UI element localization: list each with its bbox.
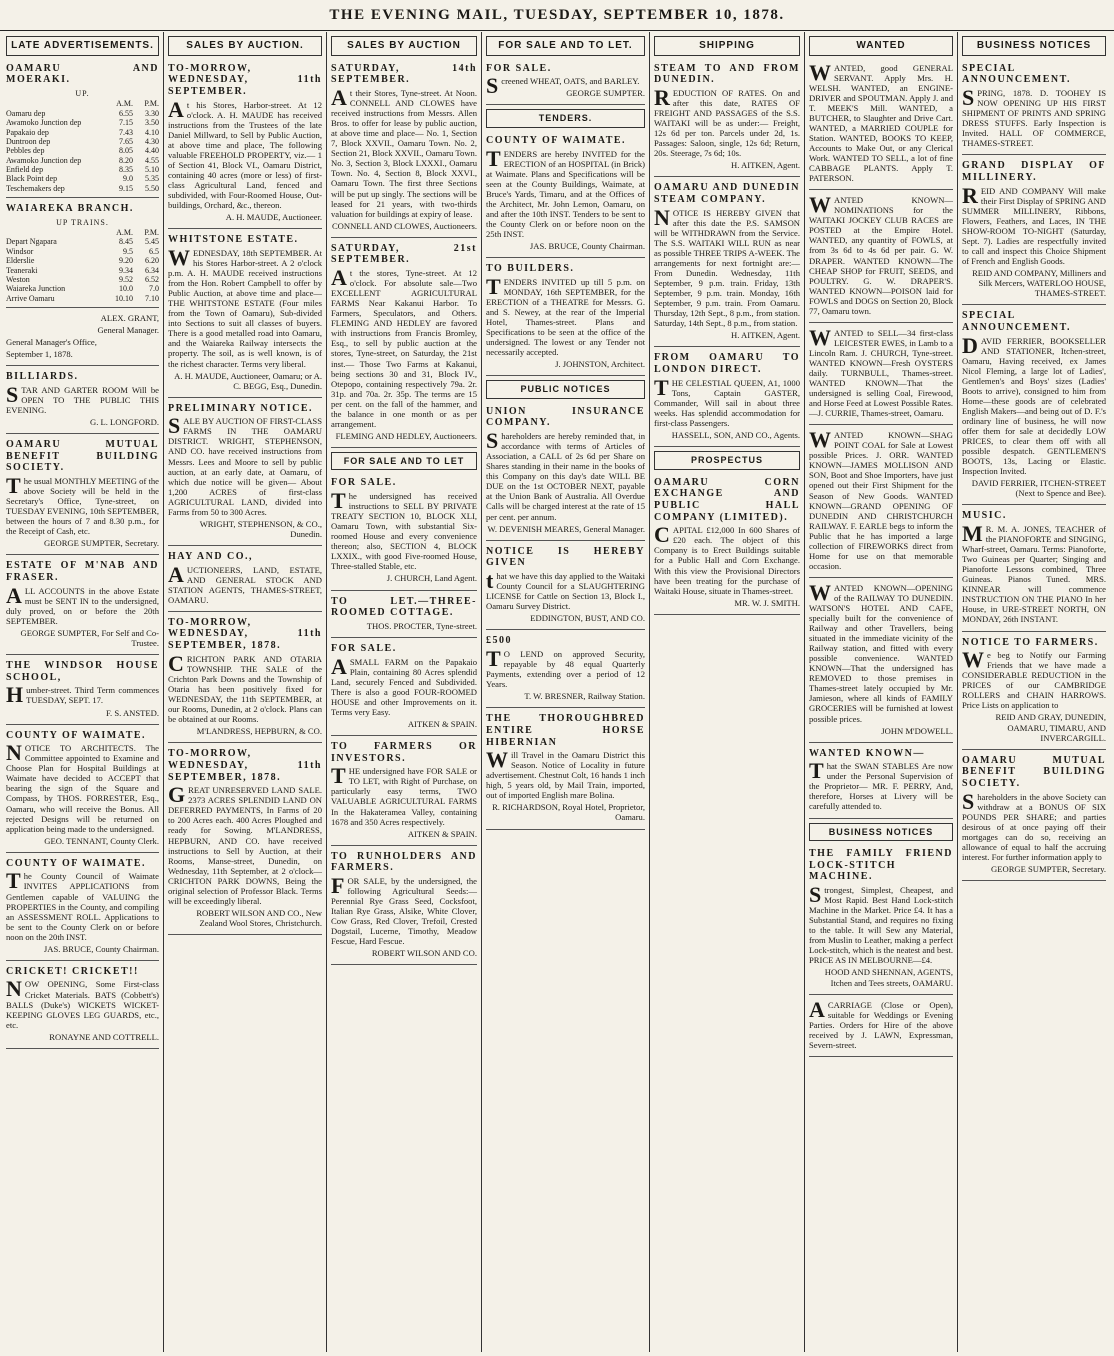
ad-body: SALE BY AUCTION OF FIRST-CLASS FARMS IN THE OAMARU DISTRICT. WRIGHT, STEPHENSON, AND CO. have received instructions from Messrs. Lees and Moore to sell by public auction, at an early date, at Oamaru, of which due notice will be given— About 1,200 ACRES of first-class AGRICULTURAL LAND, divided into Farms from 50 to 300 Acres. [168, 413, 322, 517]
ad-title: CRICKET! CRICKET!! [6, 965, 139, 977]
section-header: BUSINESS NOTICES [809, 823, 953, 842]
timetable-time: 10.10 [115, 293, 133, 303]
timetable-station: Papakaio dep [6, 127, 49, 137]
ad-body: REID AND COMPANY Will make their First Display of SPRING AND SUMMER MILLINERY, Ribbons, Flowers, Feathers, and Laces, IN THE SHOW-ROOM TO-NIGHT (Saturday, Sept. 7). Ladies are respectfully invited to call and inspect this Choice Shipment of French and English Goods. [962, 182, 1106, 267]
ad-signature: J. JOHNSTON, Architect. [555, 359, 645, 370]
ad-body: NOTICE TO ARCHITECTS. The Committee appointed to Examine and Choose Plan for Hospital Buildings at Waimate have decided to ACCEPT that bearing the sign of the Square and Compass, by THOS. FORRESTER, Esq., Oamaru, who will receive the Bonus. All rejected Designs will be returned on application being made to the undersigned. [6, 740, 159, 834]
advertisement [809, 192, 953, 323]
ad-signature: W. DEVENISH MEARES, General Manager. [487, 523, 645, 534]
ad-body: ALL ACCOUNTS in the above Estate must be SENT IN to the undersigned, duly proved, on or before the 20th SEPTEMBER. [6, 582, 159, 626]
timetable-station: Awamoko Junction dep [6, 155, 82, 165]
ad-body: NOW OPENING, Some First-class Cricket Materials. BATS (Cobbett's) BALLS (Duke's) WICKETS WICKET-KEEPING GLOVES LEG GUARDS, etc., etc. [6, 976, 159, 1030]
ad-signature: H. AITKEN, Agent. [731, 160, 800, 171]
timetable-row [6, 256, 159, 265]
column-header: BUSINESS NOTICES [962, 36, 1106, 56]
ad-body: STAR AND GARTER ROOM Will be OPEN TO THE PUBLIC THIS EVENING. [6, 381, 159, 415]
ad-body: That the SWAN STABLES Are now under the Personal Supervision of the Proprietor— MR. F. PERRY, And, therefore, Horses at Livery will be carefully attended to. [809, 758, 953, 812]
section-header: TENDERS. [486, 109, 645, 128]
ad-body: TENDERS are hereby INVITED for the ERECTION of an HOSPITAL (in Brick) at Waimate. Plans and Specifications will be seen at the County Buildings, Waimate, at Bruce's Yards, Timaru, and at the Offices of the Architect, Mr. John Lemon, Oamaru, on and after the 10th INST. Tenders to be sent to the County Clerk on or before noon on the 25th INST. [486, 145, 645, 240]
ad-body: Shareholders in the above Society can withdraw at a BONUS OF SIX POUNDS PER SHARE; and parties desirous of at once paying off their mortgages can do so, receiving an allowance of equal to half the accruing interest. For further information apply to [962, 788, 1106, 862]
notice-line: General Manager's Office, [6, 337, 97, 348]
ad-title: SATURDAY, 14th SEPTEMBER. [331, 62, 477, 86]
timetable-time: 6.5 [149, 246, 159, 256]
ad-signature: GEORGE SUMPTER, Secretary. [991, 864, 1106, 875]
ad-title: STEAM TO AND FROM DUNEDIN. [654, 62, 800, 86]
timetable-col-header: A.M. [116, 99, 133, 109]
ad-title: THE WINDSOR HOUSE SCHOOL, [6, 660, 159, 683]
ad-signature: FLEMING AND HEDLEY, Auctioneers. [335, 430, 477, 441]
timetable-station: Duntroon dep [6, 136, 51, 146]
ad-signature: AITKEN & SPAIN. [407, 718, 477, 729]
ad-body: WEDNESDAY, 18th SEPTEMBER. At his Stores Harbor-street. A 2 o'clock p.m. A. H. MAUDE received instructions from the Hon. Robert Campbell to offer by Public Auction, at above time and place— THE WHITSTONE ESTATE (Four miles from the Town of Oamaru), Sub-divided into Sections to suit all classes of buyers. There is a good metalled road into Oamaru, and the Waiareka Railway intersects the property. The soil, as is well known, is of the richest character. Terms very liberal. [168, 245, 322, 369]
ad-title: NOTICE IS HEREBY GIVEN [486, 545, 645, 569]
advertisement [168, 400, 322, 546]
ad-body: FOR SALE, by the undersigned, the following Agricultural Seeds:— Perennial Rye Grass Seed, Cocksfoot, Italian Rye Grass, Alsike, White Clover, Cow Grass, Red Clover, Trefoil, Crested Dogstail, Lucerne, Timothy, Meadow Fescue, Hard Fescue. [331, 873, 477, 947]
ad-title: HAY AND CO., [168, 550, 254, 562]
ad-body: THE CELESTIAL QUEEN, A1, 1000 Tons, Captain GASTER, Commander, Will sail in about three weeks. Has splendid accommodation for first-class Passengers. [654, 374, 800, 428]
ad-title: OAMARU AND DUNEDIN STEAM COMPANY. [654, 182, 800, 206]
ad-body: MR. M. A. JONES, TEACHER of the PIANOFORTE and SINGING, Wharf-street, Oamaru. Terms: Pianoforte, Two Guineas per Quarter; Singing and Pianoforte Lessons combined, Three Guineas. Pianos Tuned. MRS. KINNEAR will commence INSTRUCTION ON THE PIANO In her House, in URE-STREET NORTH, ON MONDAY, 26th INSTANT. [962, 521, 1106, 625]
notice-line: September 1, 1878. [6, 349, 73, 360]
timetable-time: 5.35 [145, 174, 159, 184]
timetable-time: 9.20 [119, 256, 133, 266]
ad-signature: H. AITKEN, Agent. [731, 330, 800, 341]
advertisement [6, 310, 159, 366]
ad-title: COUNTY OF WAIMATE. [6, 729, 147, 741]
section-header: FOR SALE AND TO LET [331, 452, 477, 471]
timetable-time: 8.05 [119, 146, 133, 156]
ad-signature: GEO. TENNANT, County Clerk. [44, 835, 159, 846]
timetable-title: OAMARU AND MOERAKI. [6, 62, 159, 86]
ad-signature: A. H. MAUDE, Auctioneer. [225, 212, 322, 223]
timetable-time: 6.55 [119, 108, 133, 118]
timetable-station: Oamaru dep [6, 108, 46, 118]
ad-body: Humber-street. Third Term commences TUESDAY, SEPT. 17. [6, 682, 159, 708]
ad-title: FOR SALE. [331, 642, 397, 654]
column-header: SALES BY AUCTION. [168, 36, 322, 56]
timetable-station: Arrive Oamaru [6, 293, 55, 303]
timetable-row [6, 247, 159, 256]
ad-title: PRELIMINARY NOTICE. [168, 402, 314, 414]
timetable-time: 4.40 [145, 146, 159, 156]
ad-body: Screened WHEAT, OATS, and BARLEY. [486, 73, 640, 99]
timetable-row [6, 266, 159, 275]
advertisement [6, 368, 159, 434]
timetable-time: 7.65 [119, 136, 133, 146]
advertisement [168, 231, 322, 397]
ad-body: NOTICE IS HEREBY GIVEN that after this date the P.S. SAMSON will be WITHDRAWN from the Service. The S.S. WAITAKI WILL RUN as near as possible THREE TRIPS A-WEEK. The arrangements for next fortnight are:— From Dunedin. Wednesday, 11th September, 9 p.m. train. Friday, 13th September, 9 p.m. train. Monday, 16th September, 9 p.m. train. From Oamaru. Thursday, 12th Sept., 8 p.m., from station. Saturday, 14th Sept., 8 p.m., from station. [654, 204, 800, 329]
column-1 [2, 32, 164, 1352]
timetable-row [6, 118, 159, 127]
ad-body: that we have this day applied to the Waitaki County Council for a SLAUGHTERING LICENSE for Cattle on Section 13, Block I., Oamaru Survey District. [486, 567, 645, 612]
ad-title: THE FAMILY FRIEND LOCK-STITCH MACHINE. [809, 848, 953, 883]
advertisement [331, 848, 477, 966]
timetable-time: 4.10 [145, 127, 159, 137]
timetable-time: 3.30 [145, 108, 159, 118]
ad-title: TO-MORROW, WEDNESDAY, 11th SEPTEMBER. [168, 62, 322, 98]
advertisement [331, 240, 477, 448]
timetable-time: 3.50 [145, 118, 159, 128]
timetable-station: Black Point dep [6, 174, 58, 184]
ad-signature: GEORGE SUMPTER, Secretary. [44, 538, 159, 549]
timetable-col-header: P.M. [144, 99, 159, 109]
ad-signature: F. S. ANSTED. [105, 707, 159, 718]
ad-title: OAMARU MUTUAL BENEFIT BUILDING SOCIETY. [6, 439, 159, 474]
ad-body: CAPITAL £12,000 In 600 Shares of £20 each. The object of this Company is to Erect Buildings suitable for a Public Hall and Corn Exchange. With this view the Provisional Directors have been treating for the purchase of Waitaki House, situate in Thames-street. [654, 522, 800, 596]
ad-body: DAVID FERRIER, BOOKSELLER AND STATIONER, Itchen-street, Oamaru, Having received, ex James Nicol Fleming, a large lot of Ladies', Gentlemen's and Boys' sizes (Ladies' Boots to arrive), consigned to him from Home—these goods are of celebrated English Makers—and being out of D. F.'s ordinary line of business, he will now offer them for sale at decidedly LOW PRICES, to clear them off with all possible despatch. GENTLEMEN'S BOOTS, 13s, Lacing or Elastic. Inspection Invited. [962, 332, 1106, 477]
advertisement [486, 632, 645, 708]
ad-title: MUSIC. [962, 510, 1007, 522]
ad-signature: HOOD AND SHENNAN, AGENTS, Itchen and Tees streets, OAMARU. [824, 967, 953, 988]
advertisement [6, 557, 159, 655]
advertisement [486, 60, 645, 106]
ad-title: NOTICE TO FARMERS. [962, 636, 1099, 648]
ad-body: Shareholders are hereby reminded that, in accordance with terms of Articles of Association, a CALL of 2s 6d per Share on Shares standing in their name in the books of this Company on this day's date WILL BE DUE on the 1st OCTOBER NEXT, payable at the Union Bank of Australia. All Overdue Calls will be charged interest at the rate of 15 per cent. per annum. [486, 428, 645, 522]
ad-body: ASMALL FARM on the Papakaio Plain, containing 80 Acres splendid Land, securely Fenced and Subdivided. There is also a good FOUR-ROOMED HOUSE and other Improvements on it. Terms very Easy. [331, 653, 477, 717]
ad-title: COUNTY OF WAIMATE. [6, 857, 147, 869]
timetable-row [6, 137, 159, 146]
advertisement [168, 614, 322, 743]
timetable-direction: UP TRAINS. [56, 217, 109, 227]
timetable-time: 8.45 [119, 237, 133, 247]
advertisement [809, 427, 953, 578]
timetable-station: Weston [6, 274, 30, 284]
advertisement [6, 436, 159, 555]
ad-signature: REID AND COMPANY, Milliners and Silk Mercers, WATERLOO HOUSE, THAMES-STREET. [972, 268, 1106, 299]
timetable-row [6, 237, 159, 246]
ad-title: TO FARMERS OR INVESTORS. [331, 740, 477, 764]
ad-body: REDUCTION OF RATES. On and after this date, RATES OF FREIGHT AND PASSAGES of the S.S. WAITAKI will be as under:— Freight, 12s 6d per ton. Parcels under 2d, 1s. Passages: Saloon, single, 12s 6d; Return, 20s. Steerage, 7s 6d; 10s. [654, 85, 800, 159]
advertisement [486, 710, 645, 829]
timetable-time: 9.15 [119, 183, 133, 193]
ad-title: SATURDAY, 21st SEPTEMBER. [331, 242, 477, 266]
ad-body: TO LEND on approved Security, repayable by 48 equal Quarterly Payments, extending over a period of 12 Years. [486, 645, 645, 690]
ad-body: Will Travel in the Oamaru District this Season. Notice of Locality in future advertisement. Chestnut Colt, 16 hands 1 inch high, 5 years old, by Mail Train, imported, out of imported English mare Bolina. [486, 747, 645, 801]
ad-title: ESTATE OF M'NAB AND FRASER. [6, 560, 159, 584]
timetable-row [6, 165, 159, 174]
timetable-station: Elderslie [6, 256, 35, 266]
timetable-time: 4.55 [145, 155, 159, 165]
ad-title: TO-MORROW, WEDNESDAY, 11th SEPTEMBER, 1878. [168, 748, 322, 783]
column-header: SHIPPING [654, 36, 800, 56]
ad-signature: WRIGHT, STEPHENSON, & CO., Dunedin. [199, 518, 322, 539]
timetable-table [6, 99, 159, 193]
advertisement [654, 349, 800, 447]
timetable [6, 200, 159, 308]
advertisement [331, 60, 477, 238]
timetable-row [6, 275, 159, 284]
ad-title: SPECIAL ANNOUNCEMENT. [962, 62, 1072, 86]
timetable-time: 7.43 [119, 127, 133, 137]
timetable-station: Awamoko Junction dep [6, 118, 82, 128]
advertisement [962, 307, 1106, 505]
ad-body: At the stores, Tyne-street. At 12 o'clock. For absolute sale—Two EXCELLENT AGRICULTURAL FARMS Near Kakanui Harbor. To Farmers, Speculators, and Others. FLEMING AND HEDLEY are favored with instructions from Francis Bromley, Esq., to sell by public auction at the stores, Tyne-street, on Saturday, the 21st inst.— Those Two Farms at Kakanui, being sections 30 and 31, Block IV., Otepopo, containing respectively 79a. 2r. 31p. and 70a. 2r. 35p. The terms are 15 per cent. on the fall of the hammer, and the balance in one month or as per arrangement. [331, 265, 477, 429]
ad-body: AUCTIONEERS, LAND, ESTATE, AND GENERAL STOCK AND STATION AGENTS, THAMES-STREET, OAMARU. [168, 561, 322, 605]
advertisement [809, 997, 953, 1057]
advertisement [331, 593, 477, 638]
column-header: LATE ADVERTISEMENTS. [6, 36, 159, 56]
ad-signature: GEORGE SUMPTER, For Self and Co-Trustee. [20, 627, 159, 648]
advertisement [809, 60, 953, 191]
ad-title: FROM OAMARU TO LONDON DIRECT. [654, 352, 800, 376]
ad-body: At their Stores, Tyne-street. At Noon. CONNELL AND CLOWES have received instructions from Messrs. Allen Bros. to offer for lease by public auction, at above time and place— No. 1, Section 7, Block XXVII., Oamaru Town. No. 2, Section 21, Block XXVII., Oamaru Town. No. 3, Section 3, Block LXXXI., Oamaru Town. No. 4, Section 8, Block XXVI., Oamaru Town. The first three Sections will be put up singly. The sections will be leased for 21 years, with two-thirds valuation for buildings at expiry of lease. [331, 85, 477, 219]
ad-body: SPRING, 1878. D. TOOHEY IS NOW OPENING UP HIS FIRST SHIPMENT OF PRINTS AND SPRING DRESS STUFFS. Early Inspection is Invited. HALL OF COMMERCE, THAMES-STREET. [962, 85, 1106, 149]
ad-body: GREAT UNRESERVED LAND SALE. 2373 ACRES SPLENDID LAND ON DEFERRED PAYMENTS, In Farms of 20 to 200 Acres each. 400 Acres Ploughed and ready for Sowing. M'LANDRESS, HEPBURN, AND CO. have received instructions to Sell by Auction, at their Rooms, Manse-street, Dunedin, on Wednesday, 11th September, at 2 o'clock— CRICHTON PARK DOWNS, Being the original selection of Professor Black. Terms will be exceedingly liberal. [168, 782, 322, 906]
timetable-station: Enfield dep [6, 164, 44, 174]
timetable-time: 6.20 [145, 256, 159, 266]
column-2 [164, 32, 327, 1352]
ad-signature: JOHN M'DOWELL. [881, 725, 953, 736]
timetable-time: 7.15 [119, 118, 133, 128]
ad-body: The usual MONTHLY MEETING of the above Society will be held in the Secretary's Office, Tyne-street, on TUESDAY EVENING, 10th SEPTEMBER, between the hours of 7 and 8.30 p.m., for the Receipt of Cash, etc. [6, 473, 159, 537]
ad-signature: JAS. BRUCE, County Chairman. [529, 241, 645, 252]
advertisement [6, 855, 159, 961]
column-4 [482, 32, 650, 1352]
column-header: WANTED [809, 36, 953, 56]
advertisement [809, 325, 953, 425]
ad-body: WANTED KNOWN—NOMINATIONS for the WAITAKI JOCKEY CLUB RACES are POSTED at the Empire Hotel. WANTED, any quantity of FOWLS, at from 3s 6d to 4s 6d per pair. G. W. DRAPER. WANTED KNOWN—The CHEAP SHOP for FRUIT, SEEDS, and POULTRY. G. W. DRAPER'S. WANTED KNOWN—POISON laid for FOWLS and DOGS on Section 20, Block 77, Oamaru town. [809, 192, 953, 316]
ad-signature: GEORGE SUMPTER. [566, 88, 645, 99]
advertisement [331, 640, 477, 736]
ad-title: TO-MORROW, WEDNESDAY, 11th SEPTEMBER, 1878. [168, 616, 322, 652]
advertisement [809, 745, 953, 819]
advertisement [486, 403, 645, 541]
timetable-station: Pebbles dep [6, 146, 45, 156]
timetable-corner [6, 228, 107, 237]
ad-title: GRAND DISPLAY OF MILLINERY. [962, 160, 1106, 184]
timetable-time: 5.10 [145, 164, 159, 174]
advertisement [486, 132, 645, 258]
timetable-row [6, 156, 159, 165]
column-5 [650, 32, 805, 1352]
advertisement [962, 507, 1106, 631]
ad-signature: DAVID FERRIER, ITCHEN-STREET (Next to Spence and Bee). [971, 478, 1106, 499]
ad-body: The County Council of Waimate INVITES APPLICATIONS from Gentlemen capable of VALUING the PROPERTIES in the County, and compiling an ASSESSMENT ROLL. Applications to be sent to the County Clerk on or before noon on the 20th INST. [6, 868, 159, 942]
advertisement [486, 260, 645, 376]
ad-signature: G. L. LONGFORD. [90, 416, 159, 427]
ad-body: WANTED KNOWN—SHAG POINT COAL for Sale at Lowest possible Prices. J. ORR. WANTED KNOWN—JAMES MOLLISON AND SON, Boot and Shoe Importers, have just opened out their First Shipment for the Season of New Goods. WANTED KNOWN—GRAND OPENING OF DUNEDIN AND CHRISTCHURCH RAILWAY. F. EARLE begs to inform the Public that he has imported a large collection of FIREWORKS direct from Home for use on that memorable occasion. [809, 427, 953, 571]
ad-title: WANTED KNOWN— [809, 747, 925, 759]
advertisement [6, 657, 159, 725]
column-7 [958, 32, 1110, 1352]
column-3 [327, 32, 482, 1352]
advertisement [168, 60, 322, 230]
timetable-time: 8.35 [119, 164, 133, 174]
ad-body: At his Stores, Harbor-street. At 12 o'clock. A. H. MAUDE has received instructions from the Trustees of the late Daniel Millward, to Sell by Public Auction, at above time and place, The following valuable FREEHOLD PROPERTY, viz.— 1 of Section 41, Block VI., Oamaru District, containing 40 acres (more or less) of first-class Agricultural Land, fenced and subdivided, with Four-Roomed House, Out-buildings, Orchard, &c., thereon. [168, 96, 322, 211]
timetable-time: 10.0 [119, 284, 133, 294]
ad-signature: CONNELL AND CLOWES, Auctioneers. [331, 220, 477, 231]
advertisement [654, 474, 800, 615]
ad-body: TENDERS INVITED up till 5 p.m. on MONDAY, 16th SEPTEMBER, for the ERECTION of a THEATRE for Messrs. G. and S. Newey, at the rear of the Imperial Hotel, Thames-street. Plans and Specifications to be seen at the office of the undersigned. The lowest or any Tender not necessarily accepted. [486, 273, 645, 358]
advertisement [809, 580, 953, 743]
timetable-time: 8.20 [119, 155, 133, 165]
timetable-row [6, 284, 159, 293]
timetable-time: 4.30 [145, 136, 159, 146]
section-header: PROSPECTUS [654, 451, 800, 470]
timetable-station: Teaneraki [6, 265, 38, 275]
timetable-time: 5.45 [145, 237, 159, 247]
column-header: SALES BY AUCTION [331, 36, 477, 56]
timetable-row [6, 294, 159, 303]
columns [2, 32, 1112, 1352]
advertisement [168, 745, 322, 935]
masthead: THE EVENING MAIL, TUESDAY, SEPTEMBER 10, 1878. [0, 0, 1114, 31]
ad-body: WANTED to SELL—34 first-class LEICESTER EWES, in Lamb to a Lincoln Ram. J. CHURCH, Tyne-street. WANTED KNOWN—Fresh OYSTERS daily. TURNBULL, Thames-street. WANTED KNOWN—That the undersigned is selling Coal, Firewood, and Horse Feed at Lowest Possible Rates. —J. CURRIE, Thames-street, Oamaru. [809, 324, 953, 419]
ad-title: THE THOROUGHBRED ENTIRE HORSE HIBERNIAN [486, 713, 645, 748]
advertisement [331, 738, 477, 846]
ad-signature: REID AND GRAY, DUNEDIN, OAMARU, TIMARU, AND INVERCARGILL. [995, 712, 1106, 743]
timetable-station: Teschemakers dep [6, 183, 65, 193]
ad-title: COUNTY OF WAIMATE. [486, 134, 627, 146]
ad-title: UNION INSURANCE COMPANY. [486, 405, 645, 429]
timetable-table [6, 228, 159, 303]
timetable-corner [6, 99, 107, 108]
advertisement [6, 963, 159, 1049]
advertisement [962, 752, 1106, 881]
timetable-col-header: P.M. [144, 228, 159, 238]
timetable-station: Depart Ngapara [6, 237, 57, 247]
timetable-time: 6.52 [145, 274, 159, 284]
timetable [6, 60, 159, 198]
advertisement [168, 548, 322, 612]
ad-title: BILLIARDS. [6, 371, 79, 383]
ad-title: FOR SALE. [331, 477, 397, 489]
ad-body: THE undersigned have FOR SALE or TO LET, with Right of Purchase, on particularly easy terms, TWO VALUABLE AGRICULTURAL FARMS In the Hakateramea Valley, containing 1678 and 350 Acres respectively. [331, 763, 477, 827]
timetable-time: 9.0 [123, 174, 133, 184]
advertisement [962, 634, 1106, 750]
ad-title: TO BUILDERS. [486, 263, 575, 275]
ad-body: We beg to Notify our Farming Friends that we have made a CONSIDERABLE REDUCTION in the PRICES of our CAMBRIDGE ROLLERS and CHAIN HARROWS. Price Lists on application to [962, 647, 1106, 711]
ad-title: OAMARU MUTUAL BENEFIT BUILDING SOCIETY. [962, 754, 1106, 789]
ad-title: TO LET.—THREE-ROOMED COTTAGE. [331, 595, 477, 619]
advertisement [331, 474, 477, 590]
timetable-title: WAIAREKA BRANCH. [6, 203, 134, 215]
column-6 [805, 32, 958, 1352]
column-header: FOR SALE AND TO LET. [486, 36, 645, 56]
timetable-time: 9.5 [123, 246, 133, 256]
timetable-time: 6.34 [145, 265, 159, 275]
advertisement [962, 157, 1106, 305]
ad-title: TO RUNHOLDERS AND FARMERS. [331, 850, 477, 874]
timetable-row [6, 128, 159, 137]
ad-body: ACARRIAGE (Close or Open), suitable for Weddings or Evening Parties. Orders for Hire of the above received by J. LAWN, Expressman, Severn-street. [809, 996, 953, 1050]
ad-title: £500 [486, 635, 512, 647]
ad-signature: JAS. BRUCE, County Chairman. [43, 943, 159, 954]
ad-title: WHITSTONE ESTATE. [168, 234, 299, 246]
ad-signature: MR. W. J. SMITH. [734, 597, 800, 608]
timetable-station: Windsor [6, 246, 34, 256]
timetable-direction: UP. [75, 89, 90, 99]
ad-signature: THOS. PROCTER, Tyne-street. [366, 620, 477, 631]
timetable-time: 5.50 [145, 183, 159, 193]
ad-title: SPECIAL ANNOUNCEMENT. [962, 310, 1072, 333]
advertisement [962, 60, 1106, 156]
ad-signature: ROBERT WILSON AND CO. [371, 948, 477, 959]
ad-body: WANTED, good GENERAL SERVANT. Apply Mrs. H. WELSH. WANTED, an ENGINE-DRIVER and SPOUTMAN. Apply J. and T. MEEK'S Mill. WANTED, a BUTCHER, to Slaughter and Drive Cart. WANTED, a MARRIED COUPLE for Station. WANTED, BOOKS TO KEEP, Accounts to Make Out, or any Clerical Work. WANTED TO SELL, a lot of fine CABBAGE PLANTS. Apply T. PATERSON. [809, 59, 953, 184]
ad-signature: A. H. MAUDE, Auctioneer, Oamaru; or A. C. BEGG, Esq., Dunedin. [174, 370, 322, 391]
ad-signature: ROBERT WILSON AND CO., New Zealand Wool Stores, Christchurch. [196, 907, 322, 928]
ad-title: OAMARU CORN EXCHANGE AND PUBLIC HALL COMPANY (LIMITED). [654, 476, 800, 523]
ad-body: Strongest, Simplest, Cheapest, and Most Rapid. Best Hand Lock-stitch Machine in the Market. Price £4. It has a Substantial Stand, and requires no fixing to the table. It will Sew any Material, from Muslin to Leather, making a perfect Lock-stitch, which is the neatest and best. PRICE AS IN MELBOURNE—£4. [809, 882, 953, 966]
advertisement [654, 179, 800, 347]
ad-body: CRICHTON PARK AND OTARIA TOWNSHIP. THE SALE of the Crichton Park Downs and the Township of Otaria has been positively fixed for WEDNESDAY, the 11th SEPTEMBER, at our Rooms, Dunedin, at 2 o'clock. Plans can be obtained at our Rooms. [168, 650, 322, 725]
ad-signature: M'LANDRESS, HEPBURN, & CO. [196, 726, 322, 737]
timetable-row [6, 174, 159, 183]
ad-signature: AITKEN & SPAIN. [407, 828, 477, 839]
ad-title: FOR SALE. [486, 62, 552, 74]
timetable-station: Waiareka Junction [6, 284, 66, 294]
ad-signature: EDDINGTON, BUST, AND CO. [530, 613, 645, 624]
advertisement [809, 845, 953, 995]
ad-body: The undersigned has received instructions to SELL BY PRIVATE TREATY SECTION 10, BLOCK XLI, Oamaru Town, with substantial Six-roomed House and every convenience thereon; also, SECTION 4, BLOCK LXXIX., with good Five-roomed House, Three-stalled Stable, etc. [331, 488, 477, 572]
ad-signature: RONAYNE AND COTTRELL. [49, 1031, 159, 1042]
notice-line: ALEX. GRANT, [100, 312, 159, 323]
timetable-time: 7.0 [149, 284, 159, 294]
timetable-time: 9.34 [119, 265, 133, 275]
timetable-time: 9.52 [119, 274, 133, 284]
ad-signature: T. W. BRESNER, Railway Station. [524, 691, 645, 702]
timetable-row [6, 146, 159, 155]
ad-body: WANTED KNOWN—OPENING of the RAILWAY TO DUNEDIN. WATSON'S HOTEL AND CAFE, specially built for the convenience of Railway and other Travellers, being situated in the immediate vicinity of the Railway station, and fitted with every possible convenience. WANTED KNOWN—That the undersigned has REMOVED to those premises in Thames-street lately occupied by Mr. Jamieson, where all kinds of FAMILY GROCERIES will be furnished at lowest possible prices. [809, 579, 953, 724]
section-header: PUBLIC NOTICES [486, 380, 645, 399]
ad-signature: J. CHURCH, Land Agent. [386, 573, 477, 584]
timetable-row [6, 109, 159, 118]
advertisement [654, 60, 800, 178]
notice-line: General Manager. [97, 324, 159, 335]
advertisement [486, 543, 645, 631]
ad-signature: R. RICHARDSON, Royal Hotel, Proprietor, Oamaru. [492, 802, 645, 823]
advertisement [6, 727, 159, 853]
timetable-row [6, 184, 159, 193]
timetable-col-header: A.M. [116, 228, 133, 238]
ad-signature: HASSELL, SON, AND CO., Agents. [671, 430, 800, 441]
timetable-time: 7.10 [145, 293, 159, 303]
